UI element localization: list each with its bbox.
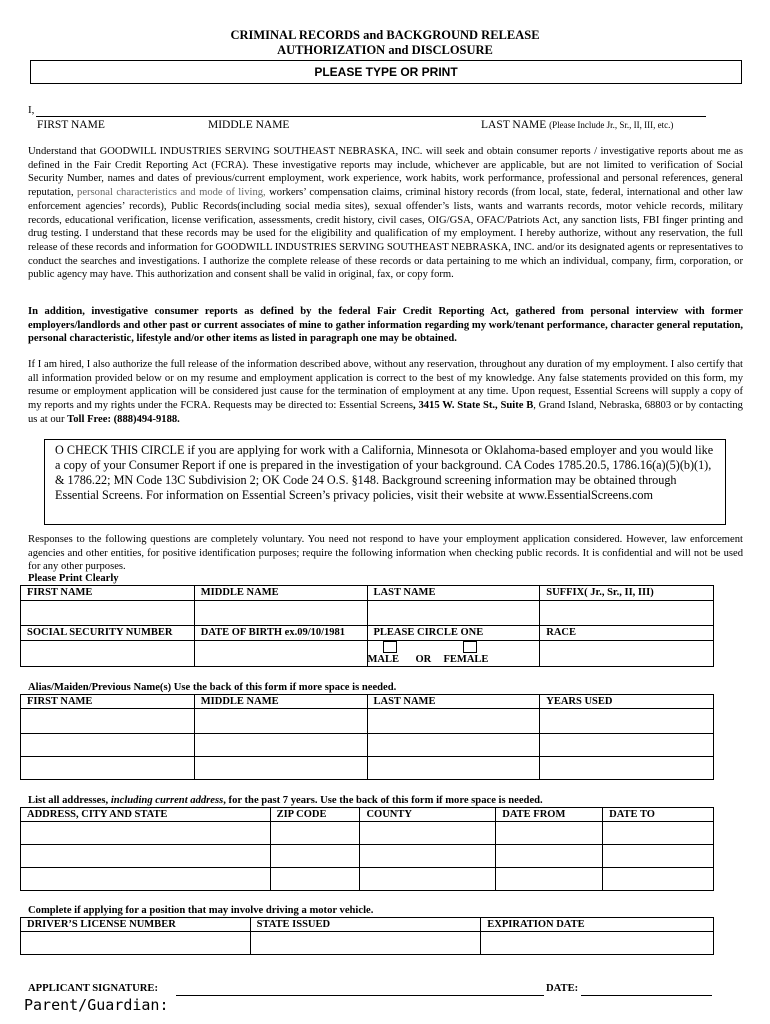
driving-header-expiration: EXPIRATION DATE <box>481 918 714 932</box>
para3-text-a: If I am hired, I also authorize the full release of the information described above, without any reservation, throughout any duration of my employment. I also certify that all information provided below or on my resume and employment application is correct to the best of my knowledge. Any false statements provided on this form, my resume or employment application will be considered just cause for the termination of employment at any time. Upon request, Essential Screens will supply a copy of my reports and my rights under the FCRA. Requests may be directed to: Essential Screens <box>28 359 743 412</box>
addr-row3-to[interactable] <box>603 868 714 891</box>
id-header-ssn: SOCIAL SECURITY NUMBER <box>21 626 195 641</box>
addr-header-county: COUNTY <box>360 808 496 822</box>
addr-row2-from[interactable] <box>496 845 603 868</box>
alias-header-first: FIRST NAME <box>21 695 195 709</box>
id-header-suffix: SUFFIX( Jr., Sr., II, III) <box>540 586 714 601</box>
id-header-race: RACE <box>540 626 714 641</box>
alias-row3-last[interactable] <box>367 757 540 780</box>
para3-address-a: , 3415 W. State St., Suite B <box>413 400 534 412</box>
id-header-gender: PLEASE CIRCLE ONE <box>367 626 540 641</box>
last-name-note: (Please Include Jr., Sr., II, III, etc.) <box>549 120 674 130</box>
alias-row3-middle[interactable] <box>194 757 367 780</box>
addr-row2-county[interactable] <box>360 845 496 868</box>
para1-gray-text: personal characteristics and mode of living, <box>77 187 266 199</box>
alias-row1-first[interactable] <box>21 709 195 734</box>
last-name-input[interactable] <box>367 601 540 626</box>
alias-row2-years[interactable] <box>540 734 714 757</box>
addr-row1-zip[interactable] <box>270 822 360 845</box>
female-checkbox[interactable] <box>463 641 477 653</box>
please-print-clearly-label: Please Print Clearly <box>28 573 119 584</box>
addr-row2-to[interactable] <box>603 845 714 868</box>
consumer-report-checkbox-box[interactable] <box>44 439 726 525</box>
addr-row1-county[interactable] <box>360 822 496 845</box>
authorization-paragraph <box>28 145 743 282</box>
alias-section-label: Alias/Maiden/Previous Name(s) Use the back of this form if more space is needed. <box>28 682 397 693</box>
male-checkbox[interactable] <box>383 641 397 653</box>
date-field[interactable] <box>581 983 712 996</box>
addr-row3-from[interactable] <box>496 868 603 891</box>
addr-row3-county[interactable] <box>360 868 496 891</box>
addr-label-b: , for the past 7 years. Use the back of this form if more space is needed. <box>223 795 543 806</box>
alias-row2-first[interactable] <box>21 734 195 757</box>
voluntary-responses-paragraph: Responses to the following questions are completely voluntary. You need not respond to have your employment application considered. However, law enforcement agencies and other entities, for positive identification purposes; require the following information when checking public records. It is confidential and will not be used for any other purposes. <box>28 534 743 573</box>
para1-text-a: Understand that GOODWILL INDUSTRIES SERVING SOUTHEAST NEBRASKA, INC. will seek and obtain consumer reports / investigative reports about me as defined in the Fair Credit Reporting Act (FCRA). These investigative reports may include, whichever are applicable, but are not limited to verification of Social Security Number, names and dates of previous/current employment, work experience, work habits, work performance, professional and personal references, general reputation, <box>28 146 743 199</box>
ssn-input[interactable] <box>21 641 195 667</box>
addr-row3-address[interactable] <box>21 868 271 891</box>
addr-header-date-from: DATE FROM <box>496 808 603 822</box>
form-subtitle: AUTHORIZATION and DISCLOSURE <box>277 43 493 57</box>
license-number-input[interactable] <box>21 932 251 955</box>
addr-label-a: List all addresses, <box>28 795 111 806</box>
para1-text-b: workers’ compensation claims, criminal history records (from local, state, federal, international and other law enforcement agencies’ records), Public Records(including social media sites), sexual offender’s lists, wants and warrants records, motor vehicle records, military records, educational verification, license verification, assessments, credit history, civil cases, OIG/GSA, OFAC/Patriots Act, any sanction lists, FBI finger printing and drug testing. I understand that these records may be used for the eligibility and qualification of my employment. I hereby authorize, without any reservation, the full release of these records and information for GOODWILL INDUSTRIES SERVING SOUTHEAST NEBRASKA, INC. and/or its designated agents or representatives to conduct the searches and investigations. I authorize the complete release of these records or data pertaining to me which an individual, company, firm, corporation, or public agency may have. This authorization and consent shall be valid in original, fax, or copy form. <box>28 187 743 281</box>
id-header-middle-name: MIDDLE NAME <box>194 586 367 601</box>
middle-name-input[interactable] <box>194 601 367 626</box>
id-header-last-name: LAST NAME <box>367 586 540 601</box>
middle-name-label: MIDDLE NAME <box>208 119 290 131</box>
addr-row1-to[interactable] <box>603 822 714 845</box>
driving-section-label: Complete if applying for a position that may involve driving a motor vehicle. <box>28 905 374 916</box>
alias-header-middle: MIDDLE NAME <box>194 695 367 709</box>
addr-row3-zip[interactable] <box>270 868 360 891</box>
address-section-label <box>28 795 543 806</box>
or-label: OR <box>415 654 432 665</box>
date-label: DATE: <box>546 983 579 994</box>
male-label: MALE <box>367 654 400 665</box>
id-header-dob: DATE OF BIRTH ex.09/10/1981 <box>194 626 367 641</box>
alias-row2-middle[interactable] <box>194 734 367 757</box>
identification-table <box>20 585 714 667</box>
applicant-signature-label: APPLICANT SIGNATURE: <box>28 983 158 994</box>
applicant-signature-field[interactable] <box>176 983 544 996</box>
addr-header-address: ADDRESS, CITY AND STATE <box>21 808 271 822</box>
addr-header-zip: ZIP CODE <box>270 808 360 822</box>
race-input[interactable] <box>540 641 714 667</box>
form-title: CRIMINAL RECORDS and BACKGROUND RELEASE <box>230 28 540 42</box>
hire-release-paragraph <box>28 358 743 427</box>
addr-label-em: including current address <box>110 795 224 806</box>
last-name-label <box>481 119 673 131</box>
driving-header-license: DRIVER’S LICENSE NUMBER <box>21 918 251 932</box>
alias-row3-first[interactable] <box>21 757 195 780</box>
female-label: FEMALE <box>443 654 489 665</box>
addr-row1-from[interactable] <box>496 822 603 845</box>
name-prefix: I, <box>28 104 35 116</box>
please-type-banner: PLEASE TYPE OR PRINT <box>30 60 742 84</box>
first-name-label: FIRST NAME <box>37 119 105 131</box>
first-name-input[interactable] <box>21 601 195 626</box>
last-name-label-text: LAST NAME <box>481 119 547 131</box>
driving-header-state: STATE ISSUED <box>250 918 481 932</box>
addr-row2-address[interactable] <box>21 845 271 868</box>
alias-row1-years[interactable] <box>540 709 714 734</box>
driving-table <box>20 917 714 955</box>
address-table <box>20 807 714 891</box>
addr-header-date-to: DATE TO <box>603 808 714 822</box>
full-name-field[interactable] <box>36 104 706 117</box>
state-issued-input[interactable] <box>250 932 481 955</box>
addr-row1-address[interactable] <box>21 822 271 845</box>
gender-cell <box>367 641 540 667</box>
alias-row1-last[interactable] <box>367 709 540 734</box>
dob-input[interactable] <box>194 641 367 667</box>
expiration-date-input[interactable] <box>481 932 714 955</box>
alias-header-years: YEARS USED <box>540 695 714 709</box>
id-header-first-name: FIRST NAME <box>21 586 195 601</box>
check-circle-text: O CHECK THIS CIRCLE if you are applying for work with a California, Minnesota or Oklahoma-based employer and you would like a copy of your Consumer Report if one is prepared in the investigation of your background. CA Codes 1785.20.5, 1786.16(a)(5)(b)(1), & 1786.22; MN Code 13C Subdivision 2; OK Code 24 O.S. §148. Background screening information may be obtained through Essential Screens. For information on Essential Screen’s privacy policies, visit their website at www.EssentialScreens.com <box>55 443 714 502</box>
alias-row1-middle[interactable] <box>194 709 367 734</box>
addr-row2-zip[interactable] <box>270 845 360 868</box>
alias-row2-last[interactable] <box>367 734 540 757</box>
investigative-reports-paragraph: In addition, investigative consumer reports as defined by the federal Fair Credit Reporting Act, gathered from personal interview with former employers/landlords and other past or current associates of mine to gather information regarding my work/tenant performance, character general reputation, personal characteristic, lifestyle and/or other items as listed in paragraph one may be obtained. <box>28 306 743 345</box>
parent-guardian-label: Parent/Guardian: <box>24 996 169 1014</box>
alias-row3-years[interactable] <box>540 757 714 780</box>
alias-header-last: LAST NAME <box>367 695 540 709</box>
alias-table <box>20 694 714 780</box>
toll-free-number: Toll Free: (888)494-9188. <box>67 413 180 425</box>
para3-text-c: , Grand Island, Nebraska, 68803 or by contacting us at our <box>28 400 743 425</box>
suffix-input[interactable] <box>540 601 714 626</box>
